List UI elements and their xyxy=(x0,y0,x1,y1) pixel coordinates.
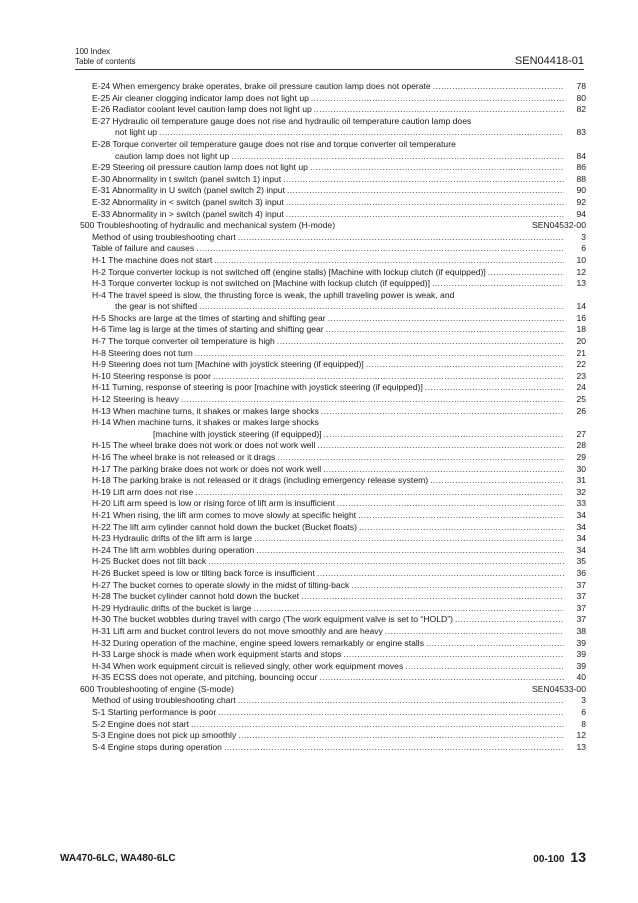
toc-entry[interactable] xyxy=(80,475,586,487)
toc-entry-title: H-22 The lift arm cylinder cannot hold down the bucket (Bucket floats) xyxy=(92,521,357,532)
toc-leader-dots xyxy=(326,324,564,336)
toc-entry[interactable] xyxy=(80,197,586,209)
toc-entry[interactable] xyxy=(80,127,586,139)
toc-page-number: 12 xyxy=(576,730,586,741)
toc-entry[interactable] xyxy=(80,104,586,116)
toc-leader-dots xyxy=(224,742,564,754)
toc-entry-title: H-5 Shocks are large at the times of starting and shifting gear xyxy=(92,312,326,323)
toc-entry[interactable] xyxy=(80,267,586,279)
toc-entry-title: H-11 Turning, response of steering is poor [machine with joystick steering (if equipped)] xyxy=(92,382,423,393)
toc-entry[interactable] xyxy=(80,301,586,313)
toc-leader-dots xyxy=(213,371,564,383)
toc-leader-dots xyxy=(317,440,564,452)
toc-entry-title: H-25 Bucket does not tilt back xyxy=(92,556,207,567)
toc-leader-dots xyxy=(328,313,564,325)
toc-leader-dots xyxy=(359,522,564,534)
toc-entry-title: E-31 Abnormality in U switch (panel switch 2) input xyxy=(92,185,285,196)
toc-entry[interactable] xyxy=(80,348,586,360)
toc-page-number: 13 xyxy=(576,278,586,289)
toc-entry[interactable] xyxy=(80,151,586,163)
toc-entry[interactable] xyxy=(80,638,586,650)
toc-leader-dots xyxy=(231,151,564,163)
toc-entry[interactable] xyxy=(80,452,586,464)
toc-page-number: 37 xyxy=(576,591,586,602)
toc-entry-title: H-31 Lift arm and bucket control levers do not move smoothly and are heavy xyxy=(92,625,383,636)
toc-page-number: 6 xyxy=(581,707,586,718)
toc-entry[interactable] xyxy=(80,498,586,510)
toc-leader-dots xyxy=(196,243,564,255)
toc-page-number: 8 xyxy=(581,718,586,729)
toc-entry[interactable] xyxy=(80,695,586,707)
toc-leader-dots xyxy=(337,498,564,510)
toc-leader-dots xyxy=(277,336,564,348)
toc-section-heading xyxy=(80,220,586,232)
toc-entry-title: Table of failure and causes xyxy=(92,243,195,254)
toc-leader-dots xyxy=(181,394,564,406)
toc-page-number: 40 xyxy=(576,672,586,683)
toc-page-number: 86 xyxy=(576,162,586,173)
toc-page-number: 18 xyxy=(576,324,586,335)
toc-page-number: 83 xyxy=(576,127,586,138)
toc-entry-title: H-21 When rising, the lift arm comes to move slowly at specific height xyxy=(92,509,357,520)
toc-page-number: 29 xyxy=(576,452,586,462)
toc-entry[interactable] xyxy=(80,417,586,429)
toc-page-number: 94 xyxy=(576,208,586,219)
toc-leader-dots xyxy=(301,591,564,603)
toc-page-number: 22 xyxy=(576,359,586,370)
toc-entry[interactable] xyxy=(80,209,586,221)
toc-page-number: 25 xyxy=(576,394,586,405)
toc-section-title: 600 Troubleshooting of engine (S-mode) xyxy=(80,683,234,694)
toc-entry-title: H-17 The parking brake does not work or does not work well xyxy=(92,463,322,474)
toc-entry[interactable] xyxy=(80,162,586,174)
toc-entry[interactable] xyxy=(80,719,586,731)
toc-entry-title: E-28 Torque converter oil temperature gauge does not rise and torque converter oil temperature xyxy=(92,138,456,149)
toc-page-number: 30 xyxy=(576,463,586,474)
toc-leader-dots xyxy=(191,719,564,731)
toc-entry[interactable] xyxy=(80,371,586,383)
toc-section-title: 500 Troubleshooting of hydraulic and mechanical system (H-mode) xyxy=(80,220,336,231)
header-divider xyxy=(75,69,584,70)
toc-entry-title: E-29 Steering oil pressure caution lamp does not light up xyxy=(92,162,308,173)
header-section: Table of contents xyxy=(75,57,136,66)
toc-entry[interactable] xyxy=(80,510,586,522)
toc-page-number: 82 xyxy=(576,104,586,115)
toc-entry-title: S-1 Starting performance is poor xyxy=(92,707,217,718)
toc-entry-title: E-32 Abnormality in < switch (panel switch 3) input xyxy=(92,196,284,207)
toc-entry-title: E-27 Hydraulic oil temperature gauge does not rise and hydraulic oil temperature caution lamp does xyxy=(92,115,472,126)
toc-page-number: 27 xyxy=(576,428,586,439)
toc-page-number: 3 xyxy=(581,231,586,242)
toc-page-number: 80 xyxy=(576,92,586,103)
toc-entry[interactable] xyxy=(80,382,586,394)
toc-page-number: 37 xyxy=(576,579,586,590)
toc-page-number: 10 xyxy=(576,254,586,265)
toc-entry[interactable] xyxy=(80,429,586,441)
toc-leader-dots xyxy=(455,614,564,626)
toc-page-number: 37 xyxy=(576,614,586,625)
toc-leader-dots xyxy=(433,81,564,93)
toc-page-number: 35 xyxy=(576,556,586,567)
toc-entry-title: H-10 Steering response is poor xyxy=(92,370,211,381)
toc-leader-dots xyxy=(321,406,564,418)
toc-page-number: 26 xyxy=(576,405,586,416)
toc-entry-title: H-18 The parking brake is not released or it drags (including emergency release system) xyxy=(92,475,429,486)
toc-section-code: SEN04532-00 xyxy=(532,220,586,231)
toc-leader-dots xyxy=(238,695,564,707)
toc-page-number: 6 xyxy=(581,243,586,254)
toc-entry[interactable] xyxy=(80,661,586,673)
toc-leader-dots xyxy=(426,638,564,650)
toc-entry[interactable] xyxy=(80,232,586,244)
toc-page-number: 21 xyxy=(576,347,586,358)
toc-entry[interactable] xyxy=(80,139,586,151)
toc-entry-title: H-24 The lift arm wobbles during operation xyxy=(92,544,255,555)
toc-leader-dots xyxy=(238,730,564,742)
toc-entry-title: H-13 When machine turns, it shakes or makes large shocks xyxy=(92,405,319,416)
toc-entry[interactable] xyxy=(80,93,586,105)
toc-page-number: 23 xyxy=(576,370,586,381)
toc-page-number: 78 xyxy=(576,81,586,91)
toc-entry[interactable] xyxy=(80,730,586,742)
toc-leader-dots xyxy=(256,545,564,557)
toc-page-number: 39 xyxy=(576,649,586,660)
toc-page-number: 88 xyxy=(576,173,586,184)
toc-page-number: 38 xyxy=(576,625,586,636)
toc-leader-dots xyxy=(195,487,564,499)
toc-entry[interactable] xyxy=(80,243,586,255)
header-doc-code: SEN04418-01 xyxy=(514,55,584,67)
toc-entry[interactable] xyxy=(80,336,586,348)
toc-entry-title: not light up xyxy=(115,127,158,138)
toc-entry[interactable] xyxy=(80,568,586,580)
toc-leader-dots xyxy=(238,232,564,244)
toc-entry-title: E-24 When emergency brake operates, brake oil pressure caution lamp does not operate xyxy=(92,81,431,91)
toc-entry[interactable] xyxy=(80,313,586,325)
toc-entry-title: H-26 Bucket speed is low or tilting back force is insufficient xyxy=(92,567,315,578)
toc-page-number: 28 xyxy=(576,440,586,451)
toc-entry-title: E-26 Radiator coolant level caution lamp does not light up xyxy=(92,104,312,115)
toc-leader-dots xyxy=(254,603,564,615)
toc-entry[interactable] xyxy=(80,556,586,568)
toc-entry-title: H-35 ECSS does not operate, and pitching, bouncing occur xyxy=(92,672,318,683)
toc-leader-dots xyxy=(286,209,564,221)
toc-leader-dots xyxy=(430,475,564,487)
toc-entry[interactable] xyxy=(80,290,586,302)
toc-leader-dots xyxy=(425,382,564,394)
toc-leader-dots xyxy=(358,510,564,522)
footer-page-info xyxy=(533,849,586,865)
toc-leader-dots xyxy=(208,556,564,568)
toc-leader-dots xyxy=(432,278,564,290)
toc-entry[interactable] xyxy=(80,324,586,336)
toc-leader-dots xyxy=(366,359,564,371)
toc-entry-title: H-32 During operation of the machine, engine speed lowers remarkably or engine stalls xyxy=(92,637,424,648)
footer-model: WA470-6LC, WA480-6LC xyxy=(60,853,176,864)
footer-code: 00-100 xyxy=(533,854,565,865)
toc-entry-title: caution lamp does not light up xyxy=(115,150,230,161)
toc-page-number: 12 xyxy=(576,266,586,277)
toc-page-number: 39 xyxy=(576,660,586,671)
toc-entry[interactable] xyxy=(80,591,586,603)
toc-page-number: 34 xyxy=(576,521,586,532)
toc-entry-title: H-4 The travel speed is slow, the thrusting force is weak, the uphill traveling power is weak, and xyxy=(92,289,455,300)
toc-leader-dots xyxy=(385,626,564,638)
toc-leader-dots xyxy=(343,649,564,661)
toc-leader-dots xyxy=(314,104,564,116)
toc-entry-title: H-15 The wheel brake does not work or does not work well xyxy=(92,440,316,451)
toc-leader-dots xyxy=(351,580,564,592)
toc-page-number: 90 xyxy=(576,185,586,196)
toc-section-code: SEN04533-00 xyxy=(532,683,586,694)
toc-entry-title: E-33 Abnormality in > switch (panel switch 4) input xyxy=(92,208,284,219)
toc-page-number: 20 xyxy=(576,336,586,347)
toc-entry-title: H-19 Lift arm does not rise xyxy=(92,486,194,497)
toc-page-number: 24 xyxy=(576,382,586,393)
toc-leader-dots xyxy=(405,661,564,673)
toc-entry[interactable] xyxy=(80,487,586,499)
toc-leader-dots xyxy=(310,162,564,174)
toc-page-number: 3 xyxy=(581,695,586,706)
toc-entry[interactable] xyxy=(80,522,586,534)
toc-page-number: 31 xyxy=(576,475,586,486)
toc-entry-title: H-33 Large shock is made when work equipment starts and stops xyxy=(92,649,342,660)
toc-leader-dots xyxy=(286,197,564,209)
toc-entry[interactable] xyxy=(80,672,586,684)
toc-entry[interactable] xyxy=(80,742,586,754)
toc-page-number: 37 xyxy=(576,602,586,613)
toc-leader-dots xyxy=(287,185,564,197)
toc-entry[interactable] xyxy=(80,464,586,476)
toc-entry-title: S-2 Engine does not start xyxy=(92,718,189,729)
toc-entry-title: H-34 When work equipment circuit is relieved singly, other work equipment moves xyxy=(92,660,404,671)
toc-page-number: 36 xyxy=(576,567,586,578)
toc-leader-dots xyxy=(324,429,564,441)
toc-page-number: 34 xyxy=(576,533,586,544)
toc-entry[interactable] xyxy=(80,116,586,128)
toc-entry-title: H-23 Hydraulic drifts of the lift arm is large xyxy=(92,533,252,544)
toc-entry-title: H-14 When machine turns, it shakes or makes large shocks xyxy=(92,417,319,428)
toc-entry-title: the gear is not shifted xyxy=(115,301,198,312)
toc-leader-dots xyxy=(488,267,564,279)
toc-entry[interactable] xyxy=(80,707,586,719)
toc-page-number: 84 xyxy=(576,150,586,161)
toc-leader-dots xyxy=(214,255,564,267)
toc-page-number: 39 xyxy=(576,637,586,648)
toc-entry-title: Method of using troubleshooting chart xyxy=(92,231,236,242)
toc-leader-dots xyxy=(159,127,564,139)
toc-entry[interactable] xyxy=(80,255,586,267)
toc-entry[interactable] xyxy=(80,278,586,290)
toc-entry[interactable] xyxy=(80,580,586,592)
toc-entry-title: H-8 Steering does not turn xyxy=(92,347,193,358)
toc-entry[interactable] xyxy=(80,649,586,661)
toc-leader-dots xyxy=(195,348,564,360)
toc-page-number: 34 xyxy=(576,509,586,520)
toc-entry-title: [machine with joystick steering (if equipped)] xyxy=(153,428,322,439)
toc-entry-title: Method of using troubleshooting chart xyxy=(92,695,236,706)
toc-leader-dots xyxy=(254,533,564,545)
toc-entry[interactable] xyxy=(80,440,586,452)
toc-entry[interactable] xyxy=(80,394,586,406)
header-chapter: 100 Index xyxy=(75,47,111,56)
toc-leader-dots xyxy=(218,707,564,719)
toc-leader-dots xyxy=(311,93,564,105)
toc-leader-dots xyxy=(277,452,564,464)
toc-entry-title: E-30 Abnormality in t switch (panel switch 1) input xyxy=(92,173,282,184)
toc-page-number: 92 xyxy=(576,196,586,207)
toc-page-number: 13 xyxy=(576,741,586,752)
toc-entry-title: H-20 Lift arm speed is low or rising force of lift arm is insufficient xyxy=(92,498,335,509)
header-left xyxy=(75,47,135,67)
toc-entry-title: H-27 The bucket comes to operate slowly in the midst of tilting-back xyxy=(92,579,350,590)
toc-entry-title: E-25 Air cleaner clogging indicator lamp does not light up xyxy=(92,92,309,103)
toc-page-number: 16 xyxy=(576,312,586,323)
toc-entry-title: H-9 Steering does not turn [Machine with joystick steering (if equipped)] xyxy=(92,359,364,370)
toc-entry-title: S-4 Engine stops during operation xyxy=(92,741,222,752)
page-header xyxy=(75,47,584,69)
toc-entry-title: H-3 Torque converter lockup is not switched on [Machine with lockup clutch (if equipped)] xyxy=(92,278,431,289)
footer-page-number: 13 xyxy=(570,849,586,865)
toc-entry-title: H-29 Hydraulic drifts of the bucket is large xyxy=(92,602,252,613)
toc-leader-dots xyxy=(283,174,564,186)
toc-entry-title: H-1 The machine does not start xyxy=(92,254,213,265)
table-of-contents xyxy=(80,81,586,753)
toc-entry[interactable] xyxy=(80,626,586,638)
toc-entry[interactable] xyxy=(80,545,586,557)
toc-page-number: 33 xyxy=(576,498,586,509)
toc-leader-dots xyxy=(199,301,564,313)
toc-leader-dots xyxy=(317,568,564,580)
toc-entry-title: S-3 Engine does not pick up smoothly xyxy=(92,730,237,741)
toc-entry-title: H-28 The bucket cylinder cannot hold down the bucket xyxy=(92,591,300,602)
toc-entry[interactable] xyxy=(80,406,586,418)
toc-entry[interactable] xyxy=(80,603,586,615)
toc-entry[interactable] xyxy=(80,185,586,197)
toc-entry-title: H-7 The torque converter oil temperature is high xyxy=(92,336,275,347)
toc-page-number: 32 xyxy=(576,486,586,497)
toc-entry-title: H-6 Time lag is large at the times of starting and shifting gear xyxy=(92,324,324,335)
toc-entry[interactable] xyxy=(80,174,586,186)
toc-entry-title: H-16 The wheel brake is not released or it drags xyxy=(92,452,276,462)
toc-page-number: 34 xyxy=(576,544,586,555)
toc-entry[interactable] xyxy=(80,614,586,626)
toc-entry[interactable] xyxy=(80,81,586,93)
toc-leader-dots xyxy=(323,464,564,476)
toc-leader-dots xyxy=(320,672,565,684)
toc-entry-title: H-30 The bucket wobbles during travel with cargo (The work equipment valve is set to “HOLD”) xyxy=(92,614,453,625)
toc-entry[interactable] xyxy=(80,533,586,545)
toc-section-heading xyxy=(80,684,586,696)
toc-page-number: 14 xyxy=(576,301,586,312)
toc-entry-title: H-2 Torque converter lockup is not switched off (engine stalls) [Machine with lockup clutch (if equipped)] xyxy=(92,266,486,277)
toc-entry-title: H-12 Steering is heavy xyxy=(92,394,179,405)
toc-entry[interactable] xyxy=(80,359,586,371)
